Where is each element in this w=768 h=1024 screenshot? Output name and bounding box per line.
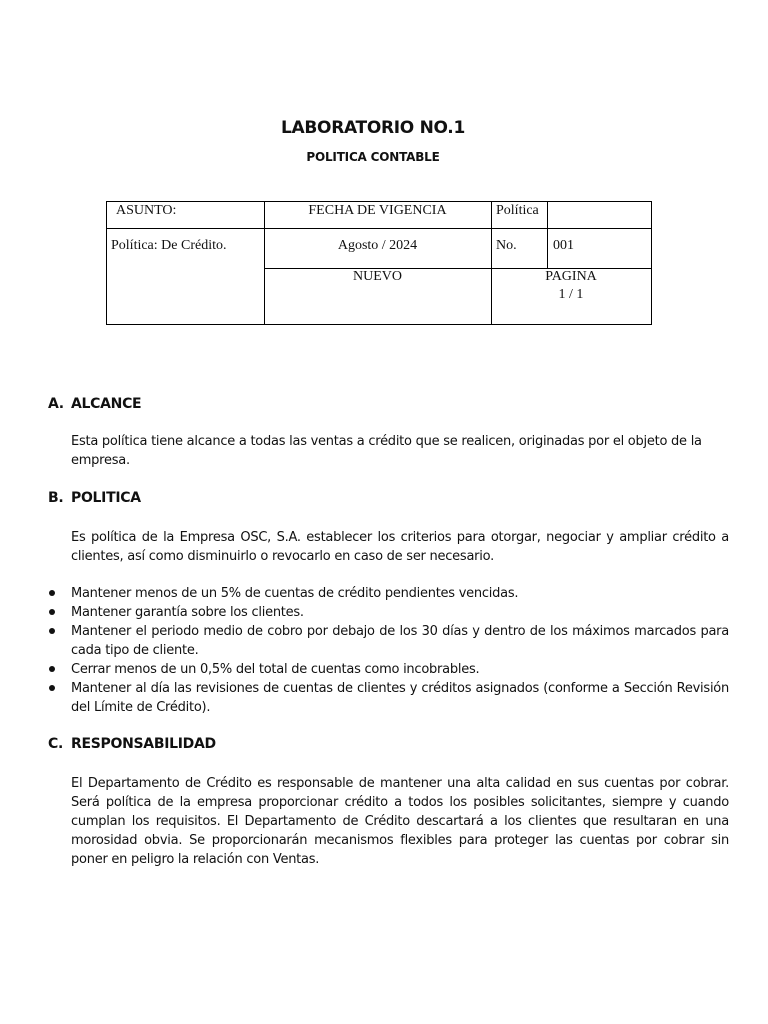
section-letter: C. [48,736,63,752]
responsabilidad-paragraph: El Departamento de Crédito es responsable de mantener una alta calidad en sus cuentas por cobrar. Será política de la empresa proporcionar crédito a todos los posibles solicitantes, siempre y cuando cumplan los requisitos. El Departamento de Crédito descartará a los clientes que resultaran en una morosidad obvia. Se proporcionarán mecanismos flexibles para proteger las cuentas por cobrar sin poner en peligro la relación con Ventas. [71,776,729,867]
nuevo-label: NUEVO [353,269,402,284]
asunto-label: ASUNTO: [116,203,177,218]
document-title: LABORATORIO NO.1 [281,118,465,138]
bullet-icon [49,590,55,596]
list-item [71,660,729,679]
list-item-text: Cerrar menos de un 0,5% del total de cuentas como incobrables. [71,662,480,677]
politica-bullet-list [71,584,729,717]
list-item-text: Mantener menos de un 5% de cuentas de crédito pendientes vencidas. [71,586,519,601]
fecha-vigencia-label: FECHA DE VIGENCIA [308,203,447,218]
bullet-icon [49,685,55,691]
list-item [71,622,729,660]
pagina-label: PAGINA [545,269,597,284]
section-title: RESPONSABILIDAD [71,736,216,752]
policy-info-table [106,201,652,325]
pagina-value: 1 / 1 [558,287,584,302]
list-item [71,603,729,622]
list-item-text: Mantener el periodo medio de cobro por debajo de los 30 días y dentro de los máximos marcados para cada tipo de cliente. [71,624,729,658]
table-divider [107,228,651,229]
list-item-text: Mantener garantía sobre los clientes. [71,605,304,620]
list-item-text: Mantener al día las revisiones de cuentas de clientes y créditos asignados (conforme a Sección Revisión del Límite de Crédito). [71,681,729,715]
list-item [71,584,729,603]
table-divider [491,202,492,324]
fecha-vigencia-value: Agosto / 2024 [337,238,418,253]
section-heading-responsabilidad [48,736,216,752]
politica-paragraph: Es política de la Empresa OSC, S.A. establecer los criterios para otorgar, negociar y ampliar crédito a clientes, así como disminuirlo o revocarlo en caso de ser necesario. [71,530,729,564]
politica-label: Política [496,203,539,218]
section-title: ALCANCE [71,396,142,412]
bullet-icon [49,666,55,672]
alcance-paragraph: Esta política tiene alcance a todas las ventas a crédito que se realicen, originadas por el objeto de la empresa. [71,434,702,468]
document-subtitle: POLITICA CONTABLE [306,150,440,164]
number-value: 001 [553,238,574,253]
list-item [71,679,729,717]
section-letter: B. [48,490,64,506]
section-letter: A. [48,396,64,412]
section-heading-alcance [48,396,141,412]
asunto-value: Política: De Crédito. [111,238,227,253]
bullet-icon [49,609,55,615]
section-heading-politica [48,490,141,506]
section-title: POLITICA [71,490,141,506]
table-divider [264,202,265,324]
table-divider [547,202,548,268]
bullet-icon [49,628,55,634]
number-label: No. [496,238,517,253]
